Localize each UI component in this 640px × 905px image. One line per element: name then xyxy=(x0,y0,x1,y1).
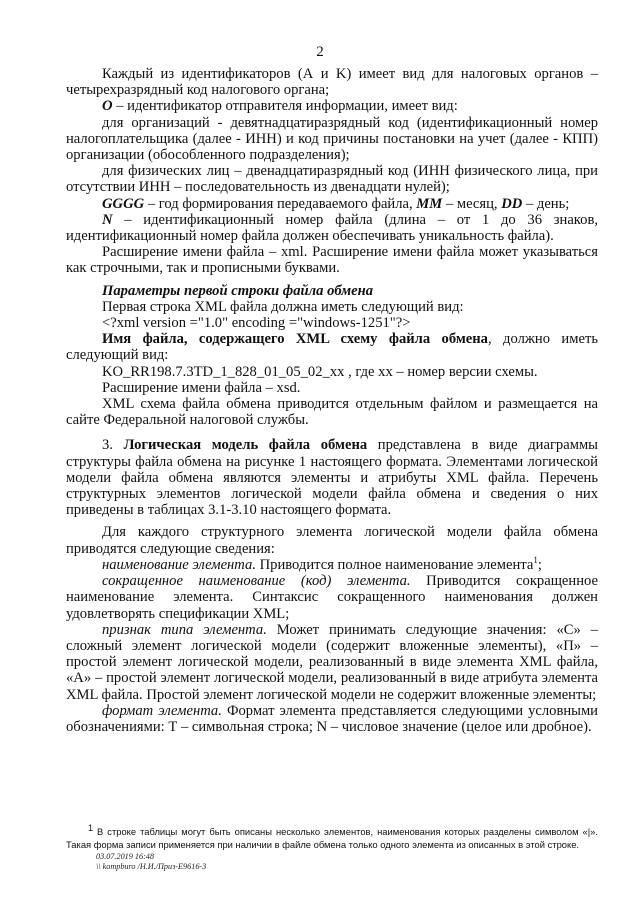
item-element-name xyxy=(66,557,598,573)
paragraph-schema-name xyxy=(66,331,598,363)
footnote-text: В строке таблицы могут быть описаны несколько элементов, наименования которых разделены символом «|». Такая форма записи применяется при наличии в файле обмена только одного элемента из описанных в этой строке. xyxy=(66,826,598,850)
footnote-ref: 1 xyxy=(533,555,538,566)
paragraph-date-parts xyxy=(66,196,598,212)
item-element-name-end: ; xyxy=(537,556,542,573)
term-dd-definition: – день; xyxy=(522,195,570,212)
item-short-name xyxy=(66,573,598,622)
schema-name-heading: Имя файла, содержащего XML схему файла обмена xyxy=(102,331,488,348)
stamp-path: \\ kompburo /Н.И./Приз-E9616-3 xyxy=(96,861,207,871)
paragraph-identifier-n xyxy=(66,212,598,244)
section-heading-first-line: Параметры первой строки файла обмена xyxy=(102,282,374,299)
term-dd: DD xyxy=(501,195,523,212)
term-o: O xyxy=(102,98,113,115)
item-short-name-text: Приводится сокращенное наименование элемента. Синтаксис сокращенного наименования должен удовлетворять спецификации XML; xyxy=(66,573,598,622)
paragraph-file-extension: Расширение имени файла – xml. Расширение имени файла может указываться как строчными, так и прописными буквами. xyxy=(66,244,598,277)
paragraph-element-info-intro: Для каждого структурного элемента логической модели файла обмена приводятся следующие сведения: xyxy=(66,524,598,557)
item-format-label: формат элемента. xyxy=(102,702,222,719)
term-mm-definition: – месяц, xyxy=(442,195,502,212)
item-type-flag-label: признак типа элемента. xyxy=(102,621,267,638)
term-o-definition: – идентификатор отправителя информации, имеет вид: xyxy=(112,98,458,115)
paragraph-first-line-intro: Первая строка XML файла должна иметь следующий вид: xyxy=(102,298,464,315)
xml-declaration: <?xml version ="1.0" encoding ="windows-1251"?> xyxy=(102,315,411,332)
schema-filename: KO_RR198.7.3TD_1_828_01_05_02_xx , где хх – номер версии схемы. xyxy=(102,363,538,380)
page-number: 2 xyxy=(316,44,324,60)
item-element-name-text: Приводится полное наименование элемента xyxy=(255,556,534,573)
footnote-area xyxy=(66,822,598,851)
paragraph-organizations: для организаций - девятнадцатиразрядный код (идентификационный номер налогоплательщика (далее - ИНН) и код причины постановки на учет (далее - КПП) организации (обособленного подразделения); xyxy=(66,114,598,164)
item-type-flag xyxy=(66,622,598,703)
term-gggg: GGGG xyxy=(102,195,145,212)
section-3-number: 3. xyxy=(102,437,124,454)
schema-extension: Расширение имени файла – xsd. xyxy=(102,379,301,396)
document-body xyxy=(66,66,598,735)
item-short-name-label: сокращенное наименование (код) элемента. xyxy=(102,573,411,590)
stamp-datetime: 03.07.2019 16:48 xyxy=(96,852,154,861)
section-3-text: представлена в виде диаграммы структуры файла обмена на рисунке 1 настоящего формата. Элементами логической модели файла обмена являются элементы и атрибуты XML файла. Перечень структурных элементов логической модели файла обмена и сведения о них приведены в таблицах 3.1-3.10 настоящего формата. xyxy=(66,437,598,519)
document-stamp xyxy=(96,852,206,871)
paragraph-individuals: для физических лиц – двенадцатиразрядный код (ИНН физического лица, при отсутствии ИНН – последовательность из двенадцати нулей); xyxy=(66,163,598,196)
item-format-text: Формат элемента представляется следующими условными обозначениями: Т – символьная строка; N – числовое значение (целое или дробное). xyxy=(66,702,598,735)
term-gggg-definition: – год формирования передаваемого файла, xyxy=(144,195,417,212)
section-3-title: Логическая модель файла обмена xyxy=(123,437,368,454)
paragraph-schema-location: XML схема файла обмена приводится отдельным файлом и размещается на сайте Федеральной налоговой службы. xyxy=(66,396,598,429)
item-format xyxy=(66,703,598,735)
term-n: N xyxy=(102,211,113,228)
item-element-name-label: наименование элемента. xyxy=(102,556,256,573)
item-type-flag-text: Может принимать следующие значения: «С» – сложный элемент логической модели (содержит вложенные элементы), «П» – простой элемент логической модели, реализованный в виде элемента XML файла, «А» – простой элемент логической модели, реализованный в виде атрибута элемента XML файла. Простой элемент логической модели не содержит вложенные элементы; xyxy=(66,621,598,703)
paragraph-identifiers-a-k: Каждый из идентификаторов (А и K) имеет вид для налоговых органов – четырехразрядный код налогового органа; xyxy=(66,66,598,99)
footnote-marker: 1 xyxy=(88,822,94,833)
term-n-definition: – идентификационный номер файла (длина – от 1 до 36 знаков, идентификационный номер файла должен обеспечивать уникальность файла). xyxy=(66,211,598,245)
term-mm: MM xyxy=(416,195,443,212)
section-3-logical-model xyxy=(66,437,598,518)
paragraph-identifier-o xyxy=(66,98,598,114)
footnote-1 xyxy=(66,822,598,851)
schema-name-rest: , должно иметь следующий вид: xyxy=(66,331,598,364)
